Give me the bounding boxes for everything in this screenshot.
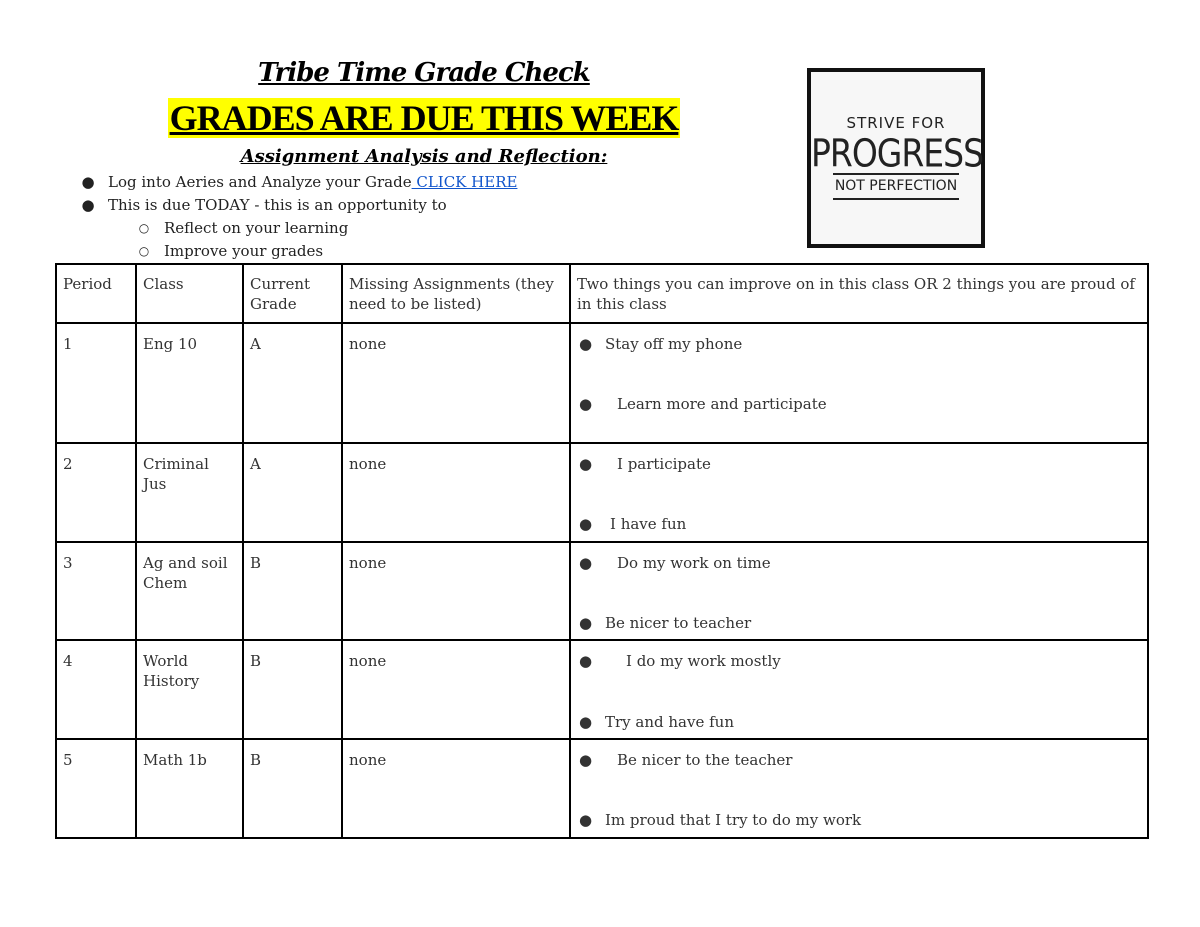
bullet-icon: ● (579, 554, 593, 572)
grade-table (55, 263, 1149, 839)
period-cell: 2 (56, 443, 136, 542)
reflection-item (579, 712, 734, 732)
bullet-icon: ● (579, 455, 593, 473)
logo-rule (833, 198, 959, 200)
grade-cell: B (243, 739, 342, 838)
click-here-link[interactable]: CLICK HERE (411, 173, 518, 191)
due-banner-text: GRADES ARE DUE THIS WEEK (169, 98, 679, 138)
class-cell: Math 1b (136, 739, 243, 838)
reflection-text: I have fun (610, 515, 687, 533)
logo-line3: NOT PERFECTION (834, 178, 958, 194)
logo-rule (833, 173, 959, 175)
period-cell: 5 (56, 739, 136, 838)
reflection-text: Try and have fun (605, 713, 734, 731)
reflection-cell (570, 640, 1148, 739)
due-banner (160, 98, 688, 138)
header-reflection: Two things you can improve on in this class OR 2 things you are proud of in this class (570, 264, 1148, 323)
reflection-text: Be nicer to the teacher (617, 751, 793, 769)
reflection-text: Do my work on time (617, 554, 771, 572)
reflection-text: I participate (617, 455, 711, 473)
logo-line2: PROGRESS (811, 131, 984, 176)
reflection-item (579, 514, 687, 534)
reflection-item (579, 810, 862, 830)
period-cell: 3 (56, 542, 136, 640)
class-cell: World History (136, 640, 243, 739)
bullet-icon: ● (579, 515, 593, 533)
hollow-bullet-icon: ○ (138, 244, 150, 258)
bullet-icon: ● (579, 335, 593, 353)
grade-cell: A (243, 443, 342, 542)
table-row (56, 640, 1148, 739)
table-header-row (56, 264, 1148, 323)
reflection-cell (570, 323, 1148, 443)
reflection-item (579, 334, 743, 354)
reflection-text: Learn more and participate (617, 395, 827, 413)
header-missing-assignments: Missing Assignments (they need to be listed) (342, 264, 570, 323)
sub-instruction-text: Improve your grades (164, 242, 324, 260)
bullet-icon: ● (579, 614, 593, 632)
missing-cell: none (342, 542, 570, 640)
header-class: Class (136, 264, 243, 323)
reflection-item (579, 651, 781, 671)
reflection-text: Be nicer to teacher (605, 614, 752, 632)
table-row (56, 739, 1148, 838)
instruction-label: Log into Aeries and Analyze your Grade (108, 173, 412, 191)
missing-cell: none (342, 739, 570, 838)
logo-line1: STRIVE FOR (846, 114, 946, 132)
header-current-grade: Current Grade (243, 264, 342, 323)
bullet-icon: ● (579, 811, 593, 829)
class-cell: Criminal Jus (136, 443, 243, 542)
grade-cell: B (243, 542, 342, 640)
header-period: Period (56, 264, 136, 323)
table-row (56, 323, 1148, 443)
reflection-cell (570, 542, 1148, 640)
reflection-text: Stay off my phone (605, 335, 743, 353)
reflection-text: I do my work mostly (626, 652, 781, 670)
table-row (56, 542, 1148, 640)
bullet-icon: ● (81, 173, 95, 191)
strive-for-progress-logo (807, 68, 985, 248)
period-cell: 1 (56, 323, 136, 443)
reflection-item (579, 394, 827, 414)
sub-instruction-text: Reflect on your learning (164, 219, 349, 237)
bullet-icon: ● (81, 196, 95, 214)
class-cell: Ag and soil Chem (136, 542, 243, 640)
reflection-item (579, 553, 771, 573)
reflection-text: Im proud that I try to do my work (605, 811, 862, 829)
reflection-item (579, 750, 793, 770)
period-cell: 4 (56, 640, 136, 739)
reflection-cell (570, 443, 1148, 542)
grade-cell: A (243, 323, 342, 443)
reflection-item (579, 613, 752, 633)
missing-cell: none (342, 323, 570, 443)
table-row (56, 443, 1148, 542)
reflection-item (579, 454, 711, 474)
instruction-text (108, 171, 517, 194)
grade-cell: B (243, 640, 342, 739)
section-subtitle: Assignment Analysis and Reflection: (240, 146, 608, 167)
missing-cell: none (342, 443, 570, 542)
page-title: Tribe Time Grade Check (258, 58, 590, 88)
bullet-icon: ● (579, 751, 593, 769)
bullet-icon: ● (579, 713, 593, 731)
missing-cell: none (342, 640, 570, 739)
class-cell: Eng 10 (136, 323, 243, 443)
bullet-icon: ● (579, 395, 593, 413)
reflection-cell (570, 739, 1148, 838)
instruction-text: This is due TODAY - this is an opportunity to (108, 196, 447, 214)
hollow-bullet-icon: ○ (138, 221, 150, 235)
bullet-icon: ● (579, 652, 593, 670)
